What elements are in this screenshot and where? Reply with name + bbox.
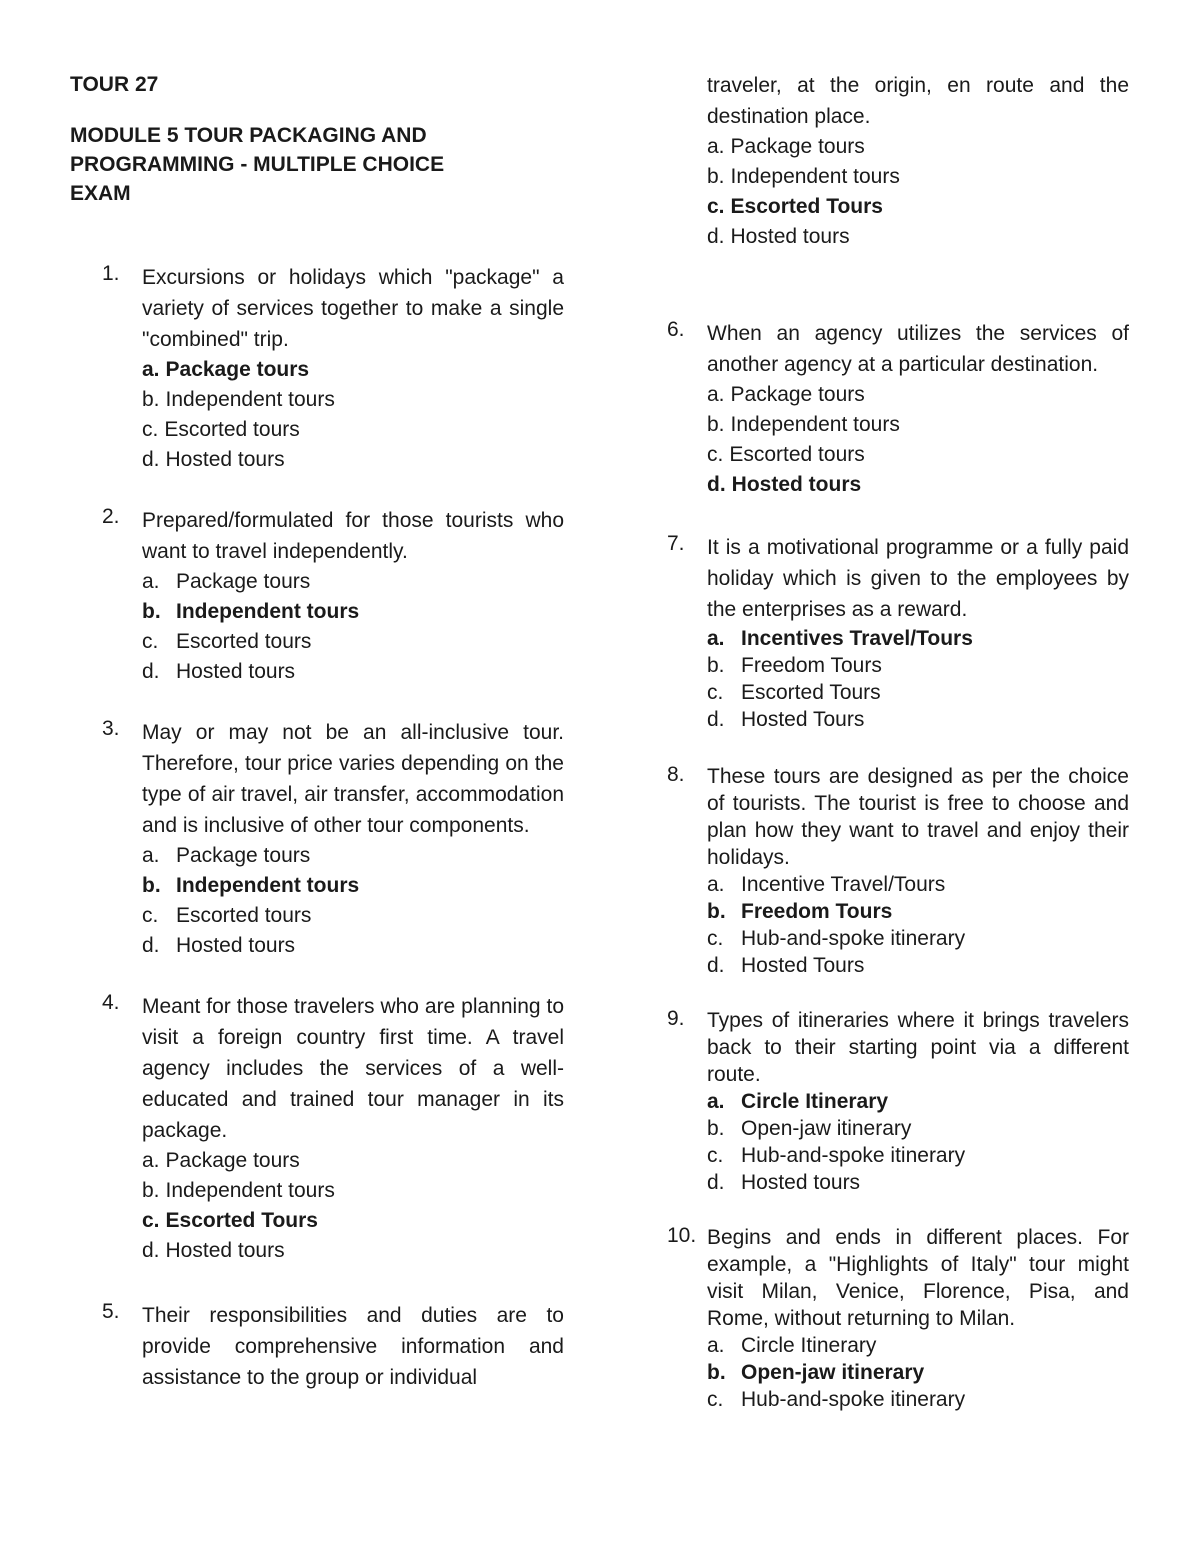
question-text: Types of itineraries where it brings travelers back to their starting point via a different route. bbox=[707, 1009, 1129, 1086]
question-5 bbox=[102, 1300, 564, 1393]
option-a: a. Package tours bbox=[142, 358, 310, 381]
course-code: TOUR 27 bbox=[70, 73, 159, 96]
option-c: c. Escorted tours bbox=[142, 630, 312, 653]
option-a: a. Package tours bbox=[707, 383, 865, 406]
option-b: b. Freedom Tours bbox=[707, 654, 882, 677]
option-b: b. Open-jaw itinerary bbox=[707, 1361, 925, 1384]
option-c: c. Hub-and-spoke itinerary bbox=[707, 927, 966, 950]
question-number: 1. bbox=[102, 262, 120, 285]
exam-header bbox=[70, 70, 530, 208]
option-b: b. Independent tours bbox=[707, 165, 900, 188]
option-b: b. Independent tours bbox=[142, 1179, 335, 1202]
question-number: 4. bbox=[102, 991, 120, 1014]
question-10 bbox=[667, 1224, 1129, 1413]
option-c: c. Escorted tours bbox=[707, 443, 865, 466]
option-d: d. Hosted tours bbox=[707, 1171, 861, 1194]
option-b: b. Independent tours bbox=[707, 413, 900, 436]
option-a: a. Incentive Travel/Tours bbox=[707, 873, 946, 896]
option-c: c. Escorted Tours bbox=[142, 1209, 318, 1232]
option-b: b. Independent tours bbox=[142, 600, 360, 623]
question-6 bbox=[667, 318, 1129, 500]
option-c: c. Escorted tours bbox=[142, 904, 312, 927]
question-number: 5. bbox=[102, 1300, 120, 1323]
option-a: a. Package tours bbox=[142, 1149, 300, 1172]
question-9 bbox=[667, 1007, 1129, 1196]
question-number: 8. bbox=[667, 763, 685, 786]
exam-title bbox=[70, 121, 530, 208]
option-c: c. Escorted tours bbox=[142, 418, 300, 441]
option-b: b. Open-jaw itinerary bbox=[707, 1117, 912, 1140]
question-1 bbox=[102, 262, 564, 475]
question-text: Meant for those travelers who are planning to visit a foreign country first time. A travel agency includes the services of a well-educated and trained tour manager in its package. bbox=[142, 995, 564, 1142]
option-a: a. Circle Itinerary bbox=[707, 1090, 889, 1113]
option-b: b. Freedom Tours bbox=[707, 900, 893, 923]
question-text: Begins and ends in different places. For example, a "Highlights of Italy" tour might visit Milan, Venice, Florence, Pisa, and Rome, without returning to Milan. bbox=[707, 1226, 1129, 1330]
question-text-part2: traveler, at the origin, en route and the destination place. bbox=[707, 74, 1129, 128]
question-text: Excursions or holidays which "package" a variety of services together to make a single "combined" trip. bbox=[142, 266, 564, 351]
question-number: 2. bbox=[102, 505, 120, 528]
exam-title-line: MODULE 5 TOUR PACKAGING AND bbox=[70, 124, 427, 147]
question-text: These tours are designed as per the choice of tourists. The tourist is free to choose and plan how they want to travel and enjoy their holidays. bbox=[707, 765, 1129, 869]
left-column bbox=[102, 262, 564, 1393]
right-column bbox=[667, 70, 1129, 1413]
option-b: b. Independent tours bbox=[142, 388, 335, 411]
option-c: c. Hub-and-spoke itinerary bbox=[707, 1144, 966, 1167]
question-4 bbox=[102, 991, 564, 1266]
option-a: a. Package tours bbox=[707, 135, 865, 158]
option-d: d. Hosted tours bbox=[707, 225, 850, 248]
option-b: b. Independent tours bbox=[142, 874, 360, 897]
option-a: a. Package tours bbox=[142, 844, 311, 867]
question-text: When an agency utilizes the services of another agency at a particular destination. bbox=[707, 322, 1129, 376]
option-d: d. Hosted Tours bbox=[707, 708, 865, 731]
question-number: 7. bbox=[667, 532, 685, 555]
question-2 bbox=[102, 505, 564, 687]
option-a: a. Package tours bbox=[142, 570, 311, 593]
question-text: It is a motivational programme or a fully paid holiday which is given to the employees by the enterprises as a reward. bbox=[707, 536, 1129, 621]
option-c: c. Hub-and-spoke itinerary bbox=[707, 1388, 966, 1411]
option-a: a. Circle Itinerary bbox=[707, 1334, 877, 1357]
question-3 bbox=[102, 717, 564, 961]
option-a: a. Incentives Travel/Tours bbox=[707, 627, 973, 650]
question-5-continued bbox=[667, 70, 1129, 252]
option-d: d. Hosted tours bbox=[707, 473, 862, 496]
option-d: d. Hosted tours bbox=[142, 934, 296, 957]
question-text-part1: Their responsibilities and duties are to provide comprehensive information and assistance to the group or individual bbox=[142, 1304, 564, 1389]
option-d: d. Hosted tours bbox=[142, 660, 296, 683]
question-number: 10. bbox=[667, 1224, 697, 1247]
question-8 bbox=[667, 763, 1129, 979]
option-c: c. Escorted Tours bbox=[707, 681, 881, 704]
question-text: May or may not be an all-inclusive tour. Therefore, tour price varies depending on the type of air travel, air transfer, accommodation and is inclusive of other tour components. bbox=[142, 721, 564, 837]
option-d: d. Hosted Tours bbox=[707, 954, 865, 977]
exam-title-line: EXAM bbox=[70, 182, 131, 205]
question-number: 3. bbox=[102, 717, 120, 740]
option-c: c. Escorted Tours bbox=[707, 195, 883, 218]
question-number: 6. bbox=[667, 318, 685, 341]
option-d: d. Hosted tours bbox=[142, 448, 285, 471]
option-d: d. Hosted tours bbox=[142, 1239, 285, 1262]
question-7 bbox=[667, 532, 1129, 733]
exam-title-line: PROGRAMMING - MULTIPLE CHOICE bbox=[70, 153, 445, 176]
question-number: 9. bbox=[667, 1007, 685, 1030]
question-text: Prepared/formulated for those tourists who want to travel independently. bbox=[142, 509, 564, 563]
